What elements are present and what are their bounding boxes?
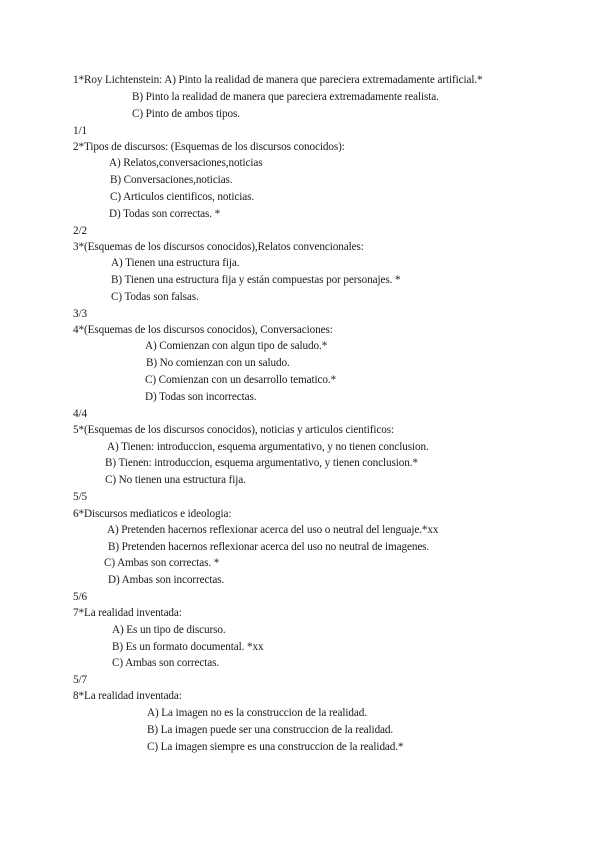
question-6-option-c: C) Ambas son correctas. * — [104, 557, 220, 569]
question-6-option-d: D) Ambas son incorrectas. — [108, 574, 225, 586]
question-5-option-a: A) Tienen: introduccion, esquema argumentativo, y no tienen conclusion. — [107, 441, 429, 453]
question-3-prompt: 3*(Esquemas de los discursos conocidos),Relatos convencionales: — [73, 241, 364, 253]
question-5-score: 5/5 — [73, 491, 87, 503]
question-2-prompt: 2*Tipos de discursos: (Esquemas de los discursos conocidos): — [73, 141, 345, 153]
question-7-prompt: 7*La realidad inventada: — [73, 607, 182, 619]
question-3-option-b: B) Tienen una estructura fija y están compuestas por personajes. * — [111, 274, 401, 286]
question-2-score: 2/2 — [73, 225, 87, 237]
question-2-option-b: B) Conversaciones,noticias. — [110, 174, 233, 186]
question-7-option-a: A) Es un tipo de discurso. — [112, 624, 226, 636]
question-2-option-d: D) Todas son correctas. * — [109, 208, 221, 220]
question-8-option-c: C) La imagen siempre es una construccion de la realidad.* — [147, 741, 404, 753]
question-4-option-d: D) Todas son incorrectas. — [145, 391, 257, 403]
question-1-prompt: 1*Roy Lichtenstein: A) Pinto la realidad de manera que pareciera extremadamente artificial.* — [73, 74, 483, 86]
question-8-option-a: A) La imagen no es la construccion de la realidad. — [147, 707, 367, 719]
question-7-option-c: C) Ambas son correctas. — [112, 657, 220, 669]
question-8-option-b: B) La imagen puede ser una construccion de la realidad. — [147, 724, 394, 736]
question-5-option-c: C) No tienen una estructura fija. — [105, 474, 246, 486]
question-1-option-c: C) Pinto de ambos tipos. — [132, 108, 240, 120]
question-4-option-c: C) Comienzan con un desarrollo tematico.* — [145, 374, 337, 386]
question-4-option-b: B) No comienzan con un saludo. — [146, 357, 290, 369]
question-3-option-c: C) Todas son falsas. — [111, 291, 199, 303]
question-1-score: 1/1 — [73, 125, 87, 137]
question-8-prompt: 8*La realidad inventada: — [73, 690, 182, 702]
question-6-prompt: 6*Discursos mediaticos e ideologia: — [73, 508, 232, 520]
question-3-option-a: A) Tienen una estructura fija. — [111, 257, 240, 269]
question-3-score: 3/3 — [73, 308, 87, 320]
question-4-score: 4/4 — [73, 408, 87, 420]
question-7-option-b: B) Es un formato documental. *xx — [112, 641, 264, 653]
question-5-prompt: 5*(Esquemas de los discursos conocidos), noticias y articulos cientificos: — [73, 424, 395, 436]
question-2-option-c: C) Articulos cientificos, noticias. — [110, 191, 255, 203]
question-4-option-a: A) Comienzan con algun tipo de saludo.* — [145, 340, 328, 352]
question-1-option-b: B) Pinto la realidad de manera que pareciera extremadamente realista. — [132, 91, 439, 103]
question-4-prompt: 4*(Esquemas de los discursos conocidos), Conversaciones: — [73, 324, 333, 336]
question-6-score: 5/6 — [73, 591, 87, 603]
question-2-option-a: A) Relatos,conversaciones,noticias — [109, 157, 263, 169]
question-6-option-b: B) Pretenden hacernos reflexionar acerca del uso no neutral de imagenes. — [108, 541, 430, 553]
question-5-option-b: B) Tienen: introduccion, esquema argumentativo, y tienen conclusion.* — [105, 457, 418, 469]
question-7-score: 5/7 — [73, 674, 87, 686]
question-6-option-a: A) Pretenden hacernos reflexionar acerca del uso o neutral del lenguaje.*xx — [107, 524, 439, 536]
